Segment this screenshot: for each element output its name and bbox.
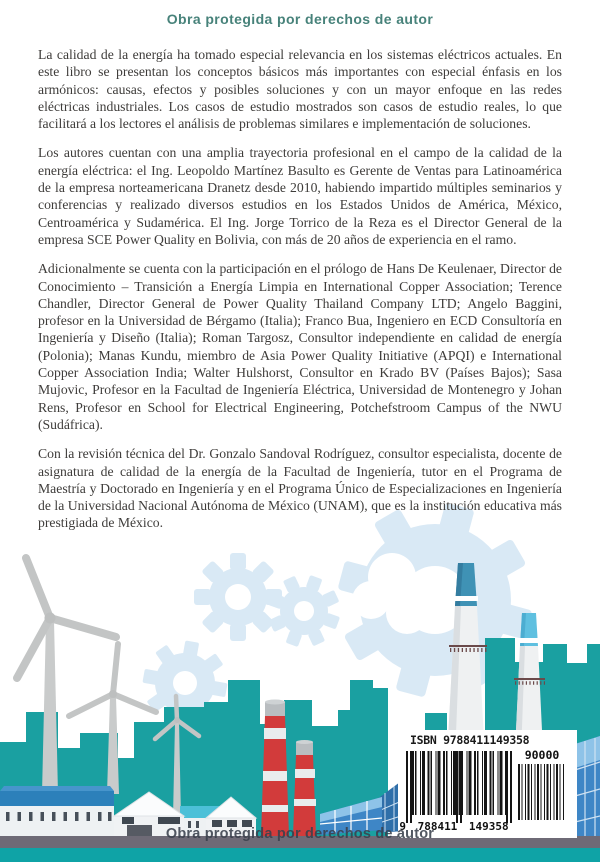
paragraph-intro: La calidad de la energía ha tomado especial relevancia en los sistemas eléctricos actuales. En este libro se presentan los conceptos básicos más importantes con especial énfasis en los armónicos: causas, efectos y posibles soluciones y con un mayor enfoque en las redes eléctricas industriales. Los casos de estudio mostrados son casos de estudio reales, lo que facilitará a los lectores el análisis de problemas similares e implementación de soluciones. (38, 47, 562, 132)
isbn-label: ISBN 9788411149358 (410, 733, 530, 747)
copyright-notice-bottom: Obra protegida por derechos de autor (165, 826, 435, 842)
paragraph-technical-review: Con la revisión técnica del Dr. Gonzalo Sandoval Rodríguez, consultor especialista, docente de asignatura de calidad de la energía de la Facultad de Ingeniería, tutor en el Programa de Maestría y Doctorado en Ingeniería y en el Programa Único de Especializaciones en Ingeniería de la Universidad Nacional Autónoma de México (UNAM), que es la institución educativa más prestigiada de México. (38, 446, 562, 531)
ean-barcode (406, 751, 512, 823)
barcode-guard-bar (510, 751, 512, 823)
supplement-barcode-bars (518, 764, 564, 820)
paragraph-prologue-contributors: Adicionalmente se cuenta con la participación en el prólogo de Hans De Keulenaer, Director de Conocimiento – Transición a Energía Limpia en International Copper Association; Terence Chandler, Director General de Power Quality Thailand Company LTD; Angelo Baggini, profesor en la Universidad de Bérgamo (Italia); Franco Bua, Ingeniero en ECD Consultoría en Ingeniería y Diseño (Italia); Roman Targosz, Consultor independiente en calidad de energía (Polonia); Manas Kundu, miembro de Asia Power Quality Initiative (APQI) e International Copper Association India; Walter Hulshorst, Consultor en Krado BV (Países Bajos); Sasa Mujovic, Profesor en la Facultad de Ingeniería Eléctrica, Universidad de Montenegro y Johan Rens, Profesor en School for Electrical Engineering, Potchefstroom Campus of the NWU (Sudáfrica). (38, 261, 562, 432)
ground-teal-strip (0, 848, 600, 862)
barcode-guard-bar (456, 751, 458, 823)
barcode-bars (412, 751, 506, 815)
gear-icon (268, 575, 340, 647)
book-description (38, 46, 562, 544)
barcode-guard-bar (460, 751, 462, 823)
price-supplement-barcode (516, 748, 568, 820)
copyright-notice-top: Obra protegida por derechos de autor (166, 11, 434, 27)
price-code-label: 90000 (524, 748, 560, 762)
ean-digits: 9 788411 149358 (399, 820, 509, 833)
barcode-guard-bar (406, 751, 408, 823)
barcode-guard-bar (506, 751, 508, 823)
paragraph-authors: Los autores cuentan con una amplia trayectoria profesional en el campo de la calidad de la energía eléctrica: el Ing. Leopoldo Martínez Basulto es Gerente de Ventas para Latinoamérica de la empresa norteamericana Dranetz desde 2010, habiendo impartido múltiples seminarios y conferencias y realizado diversos estudios en los Estados Unidos de América, México, Centroamérica y Sudamérica. El Ing. Jorge Torrico de la Reza es el Director General de la empresa SCE Power Quality en Bolivia, con más de 20 años de experiencia en el ramo. (38, 145, 562, 247)
gear-icon (194, 553, 282, 641)
